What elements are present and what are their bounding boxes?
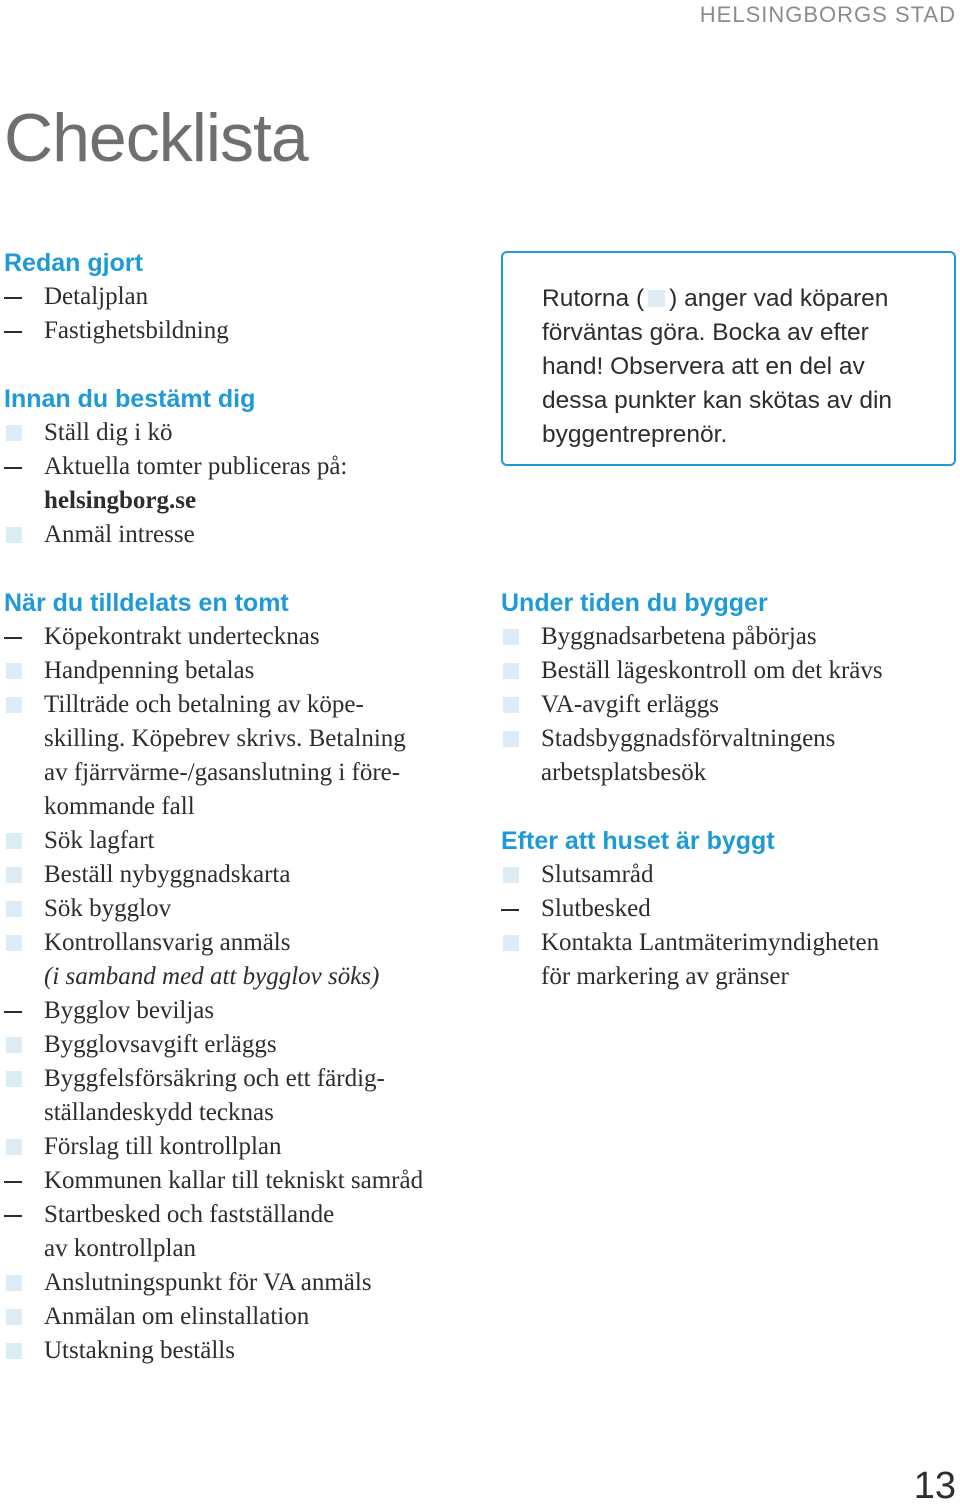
item-text: för markering av gränser xyxy=(541,963,789,990)
list-item xyxy=(501,722,941,790)
dash-icon xyxy=(4,450,34,484)
list-item xyxy=(4,688,474,824)
dash-icon xyxy=(4,1198,34,1232)
section-redan-gjort xyxy=(4,246,474,348)
section-title: Under tiden du bygger xyxy=(501,589,768,617)
checkbox-icon[interactable] xyxy=(4,926,34,960)
checkbox-icon[interactable] xyxy=(4,1300,34,1334)
section-tilldelats xyxy=(4,586,474,1368)
checkbox-icon[interactable] xyxy=(4,892,34,926)
organization-name: HELSINGBORGS STAD xyxy=(699,2,956,27)
checkbox-icon[interactable] xyxy=(501,926,531,960)
dash-icon xyxy=(4,314,34,348)
item-text: Detaljplan xyxy=(44,283,149,310)
item-text: arbetsplatsbesök xyxy=(541,759,707,786)
item-text: Anmälan om elinstallation xyxy=(44,1303,310,1330)
section-efter xyxy=(501,824,941,994)
section-innan xyxy=(4,382,474,552)
item-text: Sök bygglov xyxy=(44,895,172,922)
checkbox-icon[interactable] xyxy=(4,416,34,450)
item-text: VA-avgift erläggs xyxy=(541,691,719,718)
checkbox-icon[interactable] xyxy=(4,824,34,858)
checkbox-icon[interactable] xyxy=(501,654,531,688)
item-text: Handpenning betalas xyxy=(44,657,255,684)
right-column-bottom xyxy=(501,586,941,1028)
list-item xyxy=(4,416,474,450)
item-text: Stadsbyggnadsförvaltningens xyxy=(541,725,836,752)
list-item xyxy=(4,1062,474,1130)
section-title: Redan gjort xyxy=(4,249,143,277)
item-text: Anslutningspunkt för VA anmäls xyxy=(44,1269,372,1296)
item-text: av kontrollplan xyxy=(44,1235,197,1262)
item-text: skilling. Köpebrev skrivs. Betalning xyxy=(44,725,406,752)
item-text: Bygglov beviljas xyxy=(44,997,215,1024)
list-item xyxy=(501,654,941,688)
checkbox-icon[interactable] xyxy=(4,858,34,892)
dash-icon xyxy=(4,1164,34,1198)
item-text: Ställ dig i kö xyxy=(44,419,173,446)
checkbox-legend-icon xyxy=(648,290,665,307)
list-item xyxy=(501,688,941,722)
item-text: av fjärrvärme-/gasanslutning i före- xyxy=(44,759,401,786)
item-text: Byggfelsförsäkring och ett färdig- xyxy=(44,1065,385,1092)
checkbox-icon[interactable] xyxy=(4,1266,34,1300)
list-item xyxy=(501,892,941,926)
item-text: Startbesked och fastställande xyxy=(44,1201,335,1228)
item-text: Anmäl intresse xyxy=(44,521,195,548)
item-text: Kontakta Lantmäterimyndigheten xyxy=(541,929,880,956)
page-number: 13 xyxy=(913,1465,956,1507)
list-item xyxy=(4,892,474,926)
list-item xyxy=(4,1130,474,1164)
item-text: Utstakning beställs xyxy=(44,1337,235,1364)
checkbox-icon[interactable] xyxy=(4,1334,34,1368)
checkbox-icon[interactable] xyxy=(4,1062,34,1096)
list-item xyxy=(4,1300,474,1334)
item-text: Tillträde och betalning av köpe- xyxy=(44,691,364,718)
item-text: Sök lagfart xyxy=(44,827,155,854)
item-text: Köpekontrakt undertecknas xyxy=(44,623,320,650)
item-text: Bygglovsavgift erläggs xyxy=(44,1031,277,1058)
item-text: Fastighetsbildning xyxy=(44,317,229,344)
section-title: När du tilldelats en tomt xyxy=(4,589,289,617)
section-title: Innan du bestämt dig xyxy=(4,385,256,413)
list-item xyxy=(4,654,474,688)
list-item xyxy=(4,824,474,858)
item-text: Aktuella tomter publiceras på: xyxy=(44,453,348,480)
list-item xyxy=(4,620,474,654)
checkbox-icon[interactable] xyxy=(501,722,531,756)
list-item xyxy=(4,858,474,892)
list-item xyxy=(4,926,474,994)
item-note: (i samband med att bygglov söks) xyxy=(44,963,380,990)
list-item xyxy=(501,620,941,654)
item-text: Beställ nybyggnadskarta xyxy=(44,861,291,888)
list-item xyxy=(4,518,474,552)
dash-icon xyxy=(4,280,34,314)
checkbox-icon[interactable] xyxy=(4,1130,34,1164)
list-item xyxy=(4,994,474,1028)
checkbox-icon[interactable] xyxy=(501,688,531,722)
item-text: kommande fall xyxy=(44,793,195,820)
checkbox-icon[interactable] xyxy=(4,1028,34,1062)
item-text: Slutsamråd xyxy=(541,861,654,888)
page-title: Checklista xyxy=(4,100,308,176)
list-item xyxy=(4,1028,474,1062)
item-text: Slutbesked xyxy=(541,895,651,922)
list-item xyxy=(4,1266,474,1300)
list-item xyxy=(4,314,474,348)
list-item xyxy=(501,926,941,994)
item-text: Byggnadsarbetena påbörjas xyxy=(541,623,817,650)
item-text: Kontrollansvarig anmäls xyxy=(44,929,291,956)
checkbox-icon[interactable] xyxy=(501,620,531,654)
list-item xyxy=(4,1164,474,1198)
dash-icon xyxy=(4,620,34,654)
info-box xyxy=(501,251,956,466)
list-item xyxy=(4,1334,474,1368)
item-text: Kommunen kallar till tekniskt samråd xyxy=(44,1167,424,1194)
checkbox-icon[interactable] xyxy=(4,518,34,552)
checkbox-icon[interactable] xyxy=(4,654,34,688)
website-link[interactable]: helsingborg.se xyxy=(44,487,197,514)
checkbox-icon[interactable] xyxy=(501,858,531,892)
list-item xyxy=(501,858,941,892)
dash-icon xyxy=(4,994,34,1028)
checkbox-icon[interactable] xyxy=(4,688,34,722)
dash-icon xyxy=(501,892,531,926)
item-text: Förslag till kontrollplan xyxy=(44,1133,282,1160)
info-text-start: Rutorna ( xyxy=(542,285,645,312)
item-text: ställandeskydd tecknas xyxy=(44,1099,274,1126)
list-item xyxy=(4,280,474,314)
info-text-end: ) anger vad köparen förväntas göra. Bocka av efter hand! Observera att en del av dessa punkter kan skötas av din byggentreprenör. xyxy=(542,285,893,448)
section-under-tiden xyxy=(501,586,941,790)
list-item xyxy=(4,450,474,518)
section-title: Efter att huset är byggt xyxy=(501,827,775,855)
item-text: Beställ lägeskontroll om det krävs xyxy=(541,657,883,684)
left-column-top xyxy=(4,246,474,586)
left-column-bottom xyxy=(4,586,474,1402)
list-item xyxy=(4,1198,474,1266)
